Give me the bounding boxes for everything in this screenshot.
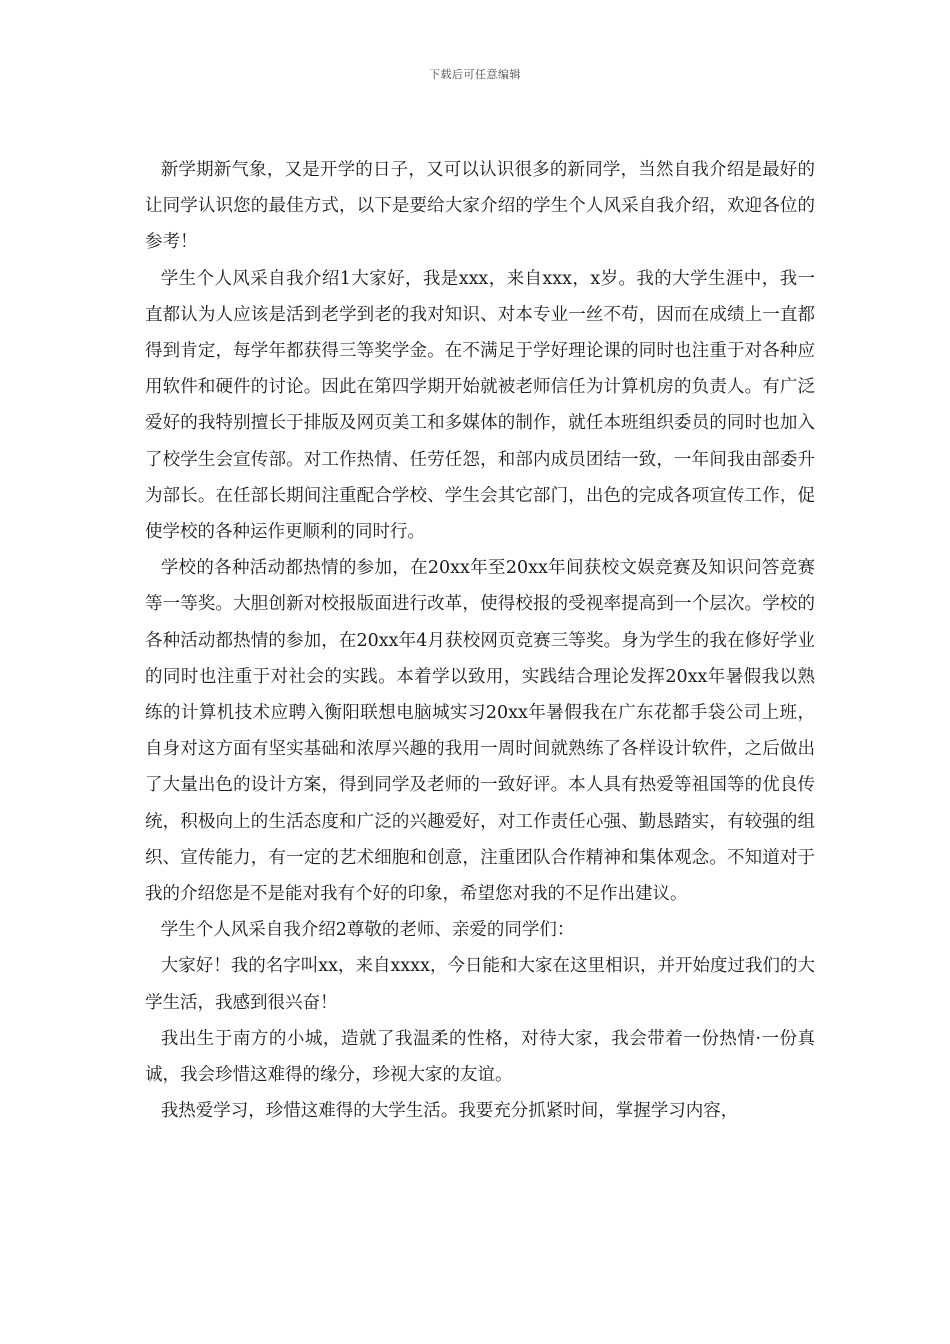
- paragraph-study: 我热爱学习，珍惜这难得的大学生活。我要充分抓紧时间，掌握学习内容，: [160, 1101, 739, 1122]
- article-body: [145, 152, 815, 1129]
- paragraph-activities: 学校的各种活动都热情的参加，在20xx年至20xx年间获校文娱竞赛及知识问答竞赛等一等奖。大胆创新对校报版面进行改革，使得校报的受视率提高到一个层次。学校的各种活动都热情的参加，在20xx年4月获校网页竞赛三等奖。身为学生的我在修好学业的同时也注重于对社会的实践。本着学以致用，实践结合理论发挥20xx年暑假我以熟练的计算机技术应聘入衡阳联想电脑城实习20xx年暑假我在广东花都手袋公司上班，自身对这方面有坚实基础和浓厚兴趣的我用一周时间就熟练了各样设计软件，之后做出了大量出色的设计方案，得到同学及老师的一致好评。本人具有热爱等祖国等的优良传统，积极向上的生活态度和广泛的兴趣爱好，对工作责任心强、勤恳踏实，有较强的组织、宣传能力，有一定的艺术细胞和创意，注重团队合作精神和集体观念。不知道对于我的介绍您是不是能对我有个好的印象，希望您对我的不足作出建议。: [145, 558, 815, 905]
- paragraph-hometown: 我出生于南方的小城，造就了我温柔的性格，对待大家，我会带着一份热情·一份真诚，我会珍惜这难得的缘分，珍视大家的友谊。: [145, 1028, 815, 1086]
- paragraph-intro-2-heading: 学生个人风采自我介绍2尊敬的老师、亲爱的同学们：: [160, 920, 575, 941]
- paragraph-intro-1: 学生个人风采自我介绍1大家好，我是xxx，来自xxx，x岁。我的大学生涯中，我一直都认为人应该是活到老学到老的我对知识、对本专业一丝不苟，因而在成绩上一直都得到肯定，每学年都获得三等奖学金。在不满足于学好理论课的同时也注重于对各种应用软件和硬件的讨论。因此在第四学期开始就被老师信任为计算机房的负责人。有广泛爱好的我特别擅长于排版及网页美工和多媒体的制作，就任本班组织委员的同时也加入了校学生会宣传部。对工作热情、任劳任怨，和部内成员团结一致，一年间我由部委升为部长。在任部长期间注重配合学校、学生会其它部门，出色的完成各项宣传工作，促使学校的各种运作更顺利的同时行。: [145, 268, 815, 543]
- paragraph-intro: 新学期新气象，又是开学的日子，又可以认识很多的新同学，当然自我介绍是最好的让同学认识您的最佳方式，以下是要给大家介绍的学生个人风采自我介绍，欢迎各位的参考！: [145, 160, 815, 253]
- header-note: 下载后可任意编辑: [429, 68, 521, 81]
- paragraph-greeting: 大家好！我的名字叫xx，来自xxxx，今日能和大家在这里相识，并开始度过我们的大学生活，我感到很兴奋！: [145, 956, 815, 1013]
